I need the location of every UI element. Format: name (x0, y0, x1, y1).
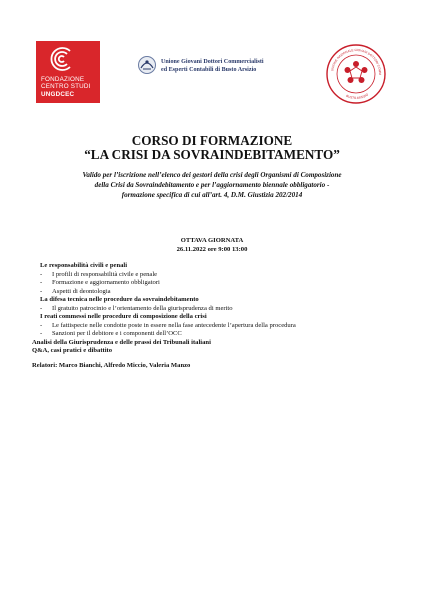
logo-line-centro-studi: CENTRO STUDI (41, 83, 91, 90)
day-datetime: 26.11.2022 ore 9:00 13:00 (176, 246, 248, 253)
bullet-dash: - (40, 321, 43, 329)
program-bullet (32, 322, 392, 331)
fondazione-centro-studi-logo (36, 41, 100, 103)
bullet-dash: - (40, 270, 43, 278)
program-bullet (32, 288, 392, 297)
program-bullet (32, 279, 392, 288)
speakers-line: Relatori: Marco Bianchi, Alfredo Miccio, Valeria Manzo (32, 361, 191, 369)
program-heading: Le responsabilità civili e penali (40, 262, 128, 269)
program-bullet-text: Le fattispecie nelle condotte poste in essere nella fase antecedente l’apertura della procedura (52, 321, 296, 329)
day-label: OTTAVA GIORNATA (180, 237, 244, 244)
program-bullet-text: Sanzioni per il debitore e i componenti dell’OCC (52, 330, 182, 337)
ugdc-busto-arsizio-logo (137, 54, 307, 78)
program-bullet (32, 305, 392, 314)
program-bullet-text: Formazione e aggiornamento obbligatori (52, 279, 160, 286)
ugdc-emblem-icon (137, 54, 157, 76)
program-bullet-text: Aspetti di deontologia (52, 287, 111, 295)
program-bullet (32, 330, 392, 339)
program-heading: La difesa tecnica nelle procedure da sovraindebitamento (40, 296, 199, 303)
logo-line-ungdcec: UNGDCEC (41, 91, 75, 98)
ugdc-line-1: Unione Giovani Dottori Commercialisti (161, 59, 264, 65)
bullet-dash: - (40, 304, 43, 312)
seal-ring-text: BUSTO ARSIZIO (345, 92, 370, 101)
seal-ring-text: UNIONE NAZIONALE GIOVANI DOTTORI COMM (330, 47, 383, 75)
bullet-dash: - (40, 279, 43, 286)
logo-line-fondazione: FONDAZIONE (41, 76, 85, 83)
bullet-dash: - (40, 330, 43, 337)
course-title-line-1: CORSO DI FORMAZIONE (131, 133, 293, 148)
busto-arsizio-seal-logo (325, 43, 387, 105)
program-bullet-text: I profili di responsabilità civile e penale (52, 270, 158, 278)
bullet-dash: - (40, 287, 43, 295)
course-title-line-2: “LA CRISI DA SOVRAINDEBITAMENTO” (84, 147, 340, 162)
program-heading: I reati commessi nelle procedure di composizione della crisi (40, 313, 207, 320)
program-bullet (32, 271, 392, 280)
ugdc-line-2: ed Esperti Contabili di Busto Arsizio (161, 67, 257, 73)
program-heading: Analisi della Giurisprudenza e delle prassi dei Tribunali italiani (32, 338, 211, 346)
program-heading: Q&A, casi pratici e dibattito (32, 347, 113, 354)
program-list (32, 262, 392, 370)
course-validity-note: Valido per l’iscrizione nell’elenco dei gestori della crisi degli Organismi di Composizione della Crisi da Sovraindebitamento e per l’aggiornamento biennale obbligatorio - formazione specifica di cui all’art. 4, D.M. Giustizia 202/2014 (82, 171, 342, 199)
logo-c-mark-icon (46, 45, 76, 73)
program-bullet-text: Il gratuito patrocinio e l’orientamento della giurisprudenza di merito (52, 304, 233, 312)
